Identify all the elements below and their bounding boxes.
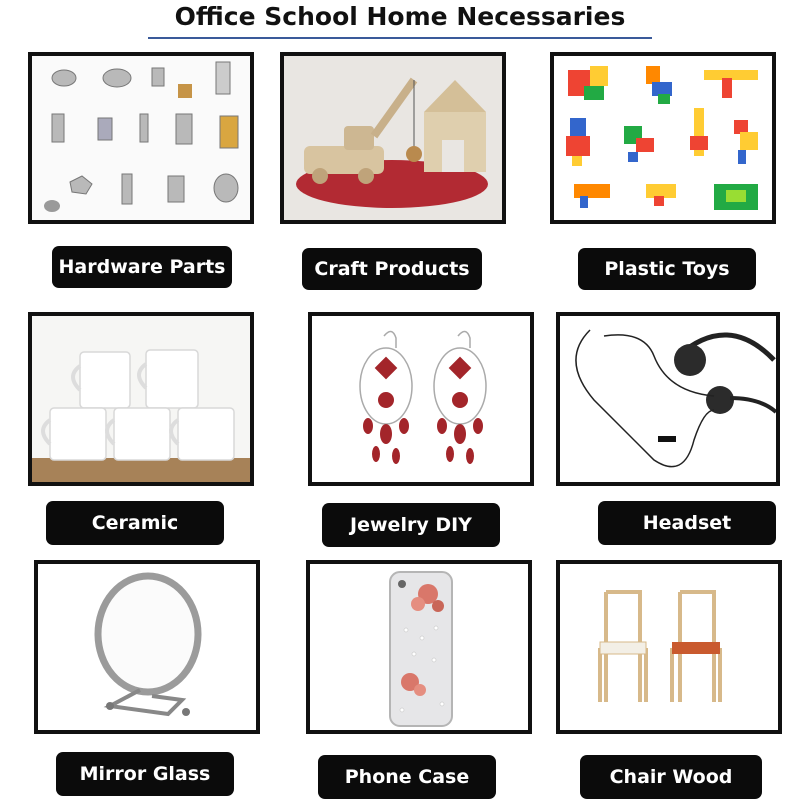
- category-label-mirror-glass[interactable]: Mirror Glass: [56, 752, 234, 796]
- product-card-ceramic[interactable]: [28, 312, 254, 486]
- category-label-ceramic[interactable]: Ceramic: [46, 501, 224, 545]
- headset-photo: [560, 316, 776, 482]
- product-card-craft-products[interactable]: [280, 52, 506, 224]
- title-underline: [148, 37, 652, 39]
- category-label-hardware-parts[interactable]: Hardware Parts: [52, 246, 232, 288]
- red-earrings-photo: [312, 316, 530, 482]
- product-card-headset[interactable]: [556, 312, 780, 486]
- product-card-jewelry-diy[interactable]: [308, 312, 534, 486]
- category-label-chair-wood[interactable]: Chair Wood: [580, 755, 762, 799]
- category-label-jewelry-diy[interactable]: Jewelry DIY: [322, 503, 500, 547]
- wooden-chairs-photo: [560, 564, 778, 730]
- hardware-parts-photo: [32, 56, 250, 220]
- product-card-chair-wood[interactable]: [556, 560, 782, 734]
- page-title: Office School Home Necessaries: [174, 2, 626, 31]
- phone-case-photo: [310, 564, 528, 730]
- ceramic-mugs-photo: [32, 316, 250, 482]
- category-label-phone-case[interactable]: Phone Case: [318, 755, 496, 799]
- product-card-mirror-glass[interactable]: [34, 560, 260, 734]
- product-card-plastic-toys[interactable]: [550, 52, 776, 224]
- product-card-hardware-parts[interactable]: [28, 52, 254, 224]
- category-label-craft-products[interactable]: Craft Products: [302, 248, 482, 290]
- category-label-headset[interactable]: Headset: [598, 501, 776, 545]
- category-label-plastic-toys[interactable]: Plastic Toys: [578, 248, 756, 290]
- wooden-craft-toys-photo: [284, 56, 502, 220]
- plastic-building-blocks-photo: [554, 56, 772, 220]
- round-mirror-photo: [38, 564, 256, 730]
- product-card-phone-case[interactable]: [306, 560, 532, 734]
